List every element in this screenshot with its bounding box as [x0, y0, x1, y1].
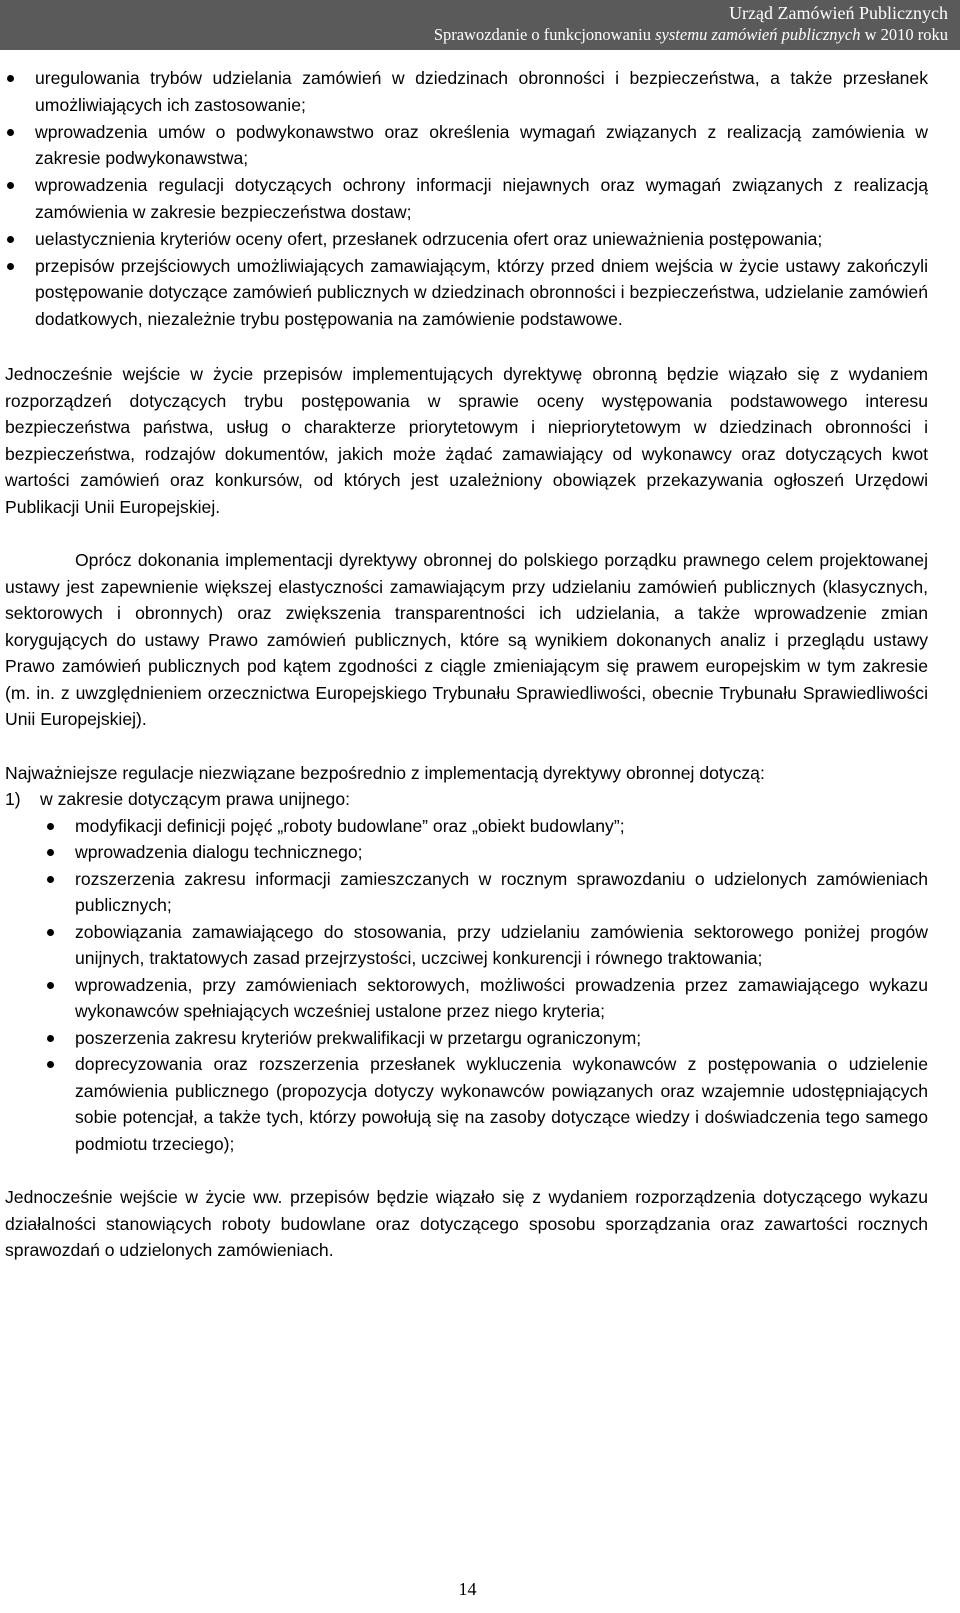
numbered-item [5, 786, 928, 813]
header-subtitle [0, 24, 948, 46]
header-subtitle-prefix: Sprawozdanie o funkcjonowaniu [433, 25, 656, 44]
list-item: rozszerzenia zakresu informacji zamieszczanych w rocznym sprawozdaniu o udzielonych zamówieniach publicznych; [45, 866, 928, 919]
paragraph: Oprócz dokonania implementacji dyrektywy obronnej do polskiego porządku prawnego celem projektowanej ustawy jest zapewnienie większej elastyczności zamawiającym przy udzielaniu zamówień publicznych (klasycznych, sektorowych i obronnych) oraz zwiększenia transparentności ich udzielania, a także wprowadzenie zmian korygujących do ustawy Prawo zamówień publicznych, które są wynikiem dokonanych analiz i przeglądu ustawy Prawo zamówień publicznych pod kątem zgodności z ciągle zmieniającym się prawem europejskim w tym zakresie (m. in. z uwzględnieniem orzecznictwa Europejskiego Trybunału Sprawiedliwości, obecnie Trybunału Sprawiedliwości Unii Europejskiej). [5, 550, 928, 729]
document-body [5, 65, 928, 1264]
item-text: w zakresie dotyczącym prawa unijnego: [40, 789, 350, 809]
list-item: doprecyzowania oraz rozszerzenia przesłanek wykluczenia wykonawców z postępowania o udzielenie zamówienia publicznego (propozycja dotyczy wykonawców powiązanych oraz wzajemnie udostępniających sobie potencjał, a także tych, którzy powołują się na zasoby dotyczące wiedzy i doświadczenia tego samego podmiotu trzeciego); [45, 1051, 928, 1157]
paragraph: Jednocześnie wejście w życie ww. przepisów będzie wiązało się z wydaniem rozporządzenia dotyczącego wykazu działalności stanowiących roboty budowlane oraz dotyczącego sposobu sporządzania oraz zawartości rocznych sprawozdań o udzielonych zamówieniach. [5, 1187, 928, 1260]
page-header [0, 0, 960, 50]
list-item: wprowadzenia dialogu technicznego; [45, 839, 928, 866]
paragraph: Jednocześnie wejście w życie przepisów implementujących dyrektywę obronną będzie wiązało się z wydaniem rozporządzeń dotyczących trybu postępowania w sprawie oceny występowania podstawowego interesu bezpieczeństwa państwa, usług o charakterze priorytetowym i niepriorytetowym w dziedzinach obronności i bezpieczeństwa, rodzajów dokumentów, jakich może żądać zamawiający od wykonawcy oraz dotyczących kwot wartości zamówień oraz konkursów, od których jest uzależniony obowiązek przekazywania ogłoszeń Urzędowi Publikacji Unii Europejskiej. [5, 364, 928, 517]
item-number: 1) [5, 789, 21, 809]
page-number: 14 [458, 1579, 477, 1599]
list-item: wprowadzenia umów o podwykonawstwo oraz określenia wymagań związanych z realizacją zamówienia w zakresie podwykonawstwa; [5, 119, 928, 172]
list-item: uelastycznienia kryteriów oceny ofert, przesłanek odrzucenia ofert oraz unieważnienia postępowania; [5, 226, 928, 253]
paragraph: Najważniejsze regulacje niezwiązane bezpośrednio z implementacją dyrektywy obronnej dotyczą: [5, 762, 765, 783]
defense-bullet-list [5, 65, 928, 332]
header-subtitle-italic: systemu zamówień publicznych [655, 25, 861, 44]
list-item: uregulowania trybów udzielania zamówień w dziedzinach obronności i bezpieczeństwa, a także przesłanek umożliwiających ich zastosowanie; [5, 65, 928, 118]
header-title: Urząd Zamówień Publicznych [729, 3, 948, 23]
list-item: wprowadzenia regulacji dotyczących ochrony informacji niejawnych oraz wymagań związanych z realizacją zamówienia w zakresie bezpieczeństwa dostaw; [5, 172, 928, 225]
list-item: wprowadzenia, przy zamówieniach sektorowych, możliwości prowadzenia przez zamawiającego wykazu wykonawców spełniających wcześniej ustalone przez niego kryteria; [45, 972, 928, 1025]
list-item: zobowiązania zamawiającego do stosowania, przy udzielaniu zamówienia sektorowego poniżej progów unijnych, traktatowych zasad przejrzystości, uczciwej konkurencji i równego traktowania; [45, 919, 928, 972]
list-item: przepisów przejściowych umożliwiających zamawiającym, którzy przed dniem wejścia w życie ustawy zakończyli postępowanie dotyczące zamówień publicznych w dziedzinach obronności i bezpieczeństwa, udzielanie zamówień dodatkowych, niezależnie trybu postępowania na zamówienie podstawowe. [5, 253, 928, 333]
header-subtitle-suffix: w 2010 roku [860, 25, 948, 44]
list-item: modyfikacji definicji pojęć „roboty budowlane” oraz „obiekt budowlany”; [45, 813, 928, 840]
list-item: poszerzenia zakresu kryteriów prekwalifikacji w przetargu ograniczonym; [45, 1025, 928, 1052]
eu-law-bullet-list [45, 813, 928, 1158]
